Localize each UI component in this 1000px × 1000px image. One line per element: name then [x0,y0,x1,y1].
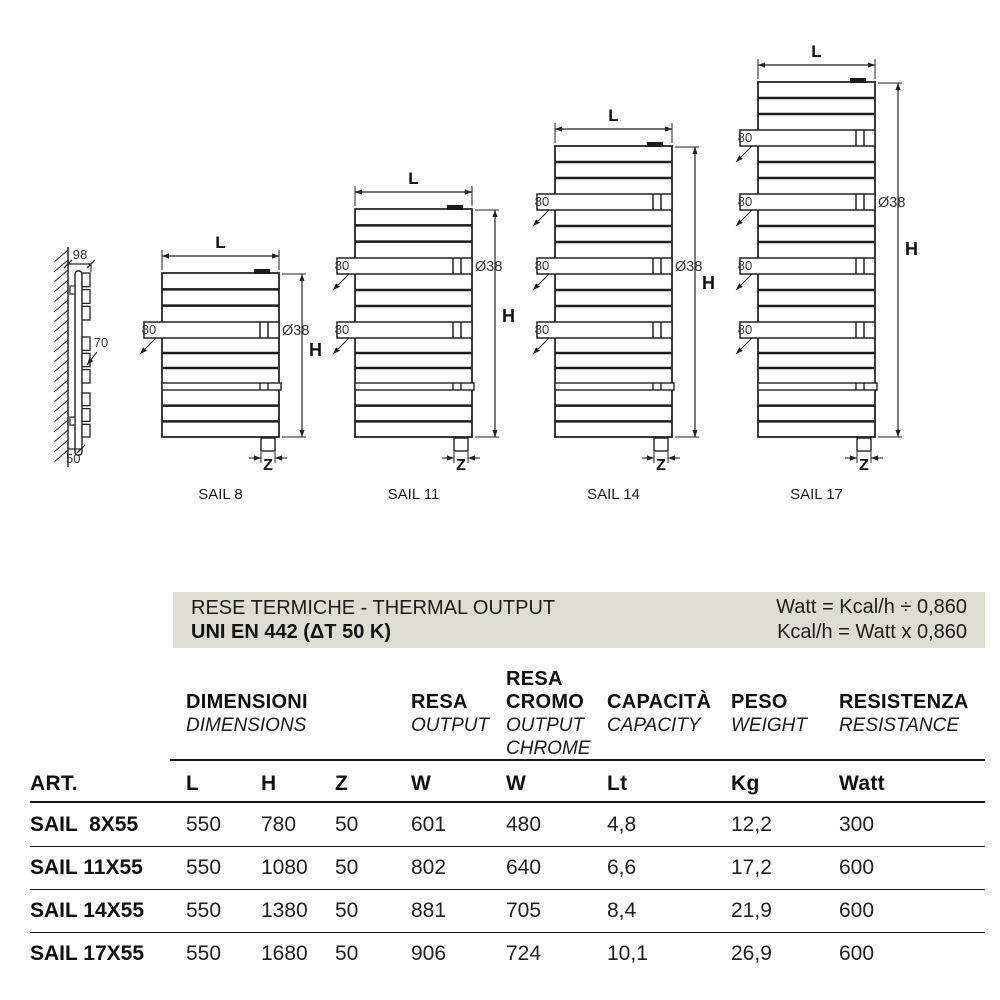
svg-text:98: 98 [72,247,88,262]
svg-text:Ø38: Ø38 [675,259,703,275]
cell-value: 4,8 [607,813,637,836]
group-header-it: RESISTENZA [839,691,969,713]
column-header: W [411,772,432,795]
table-row [30,890,985,933]
cell-value: 550 [186,899,222,922]
thermal-output-band [173,592,985,648]
svg-text:H: H [702,272,715,293]
cell-value: 480 [506,813,542,836]
cell-value: 550 [186,856,222,879]
group-header-en: RESISTANCE [839,715,960,736]
cell-value: 50 [335,942,359,965]
cell-value: 1380 [261,899,308,922]
group-header-en: CAPACITY [607,715,701,736]
svg-text:Z: Z [859,457,869,474]
svg-text:L: L [215,233,226,252]
svg-text:80: 80 [534,194,550,209]
column-header: W [506,772,527,795]
svg-text:Ø38: Ø38 [475,259,503,275]
radiator-drawing-sail-8 [140,233,322,503]
column-header: Lt [607,772,628,795]
svg-text:H: H [905,238,918,259]
table-body [30,804,985,975]
cell-value: 1080 [261,856,308,879]
cell-value: 550 [186,813,222,836]
cell-value: 21,9 [731,899,772,922]
cell-value: 17,2 [731,856,772,879]
svg-text:SAIL 14: SAIL 14 [587,486,640,503]
table-rule-top [170,759,985,761]
column-header: Z [335,772,349,795]
group-header-en: CHROME [506,738,591,759]
formula-watt: Watt = Kcal/h ÷ 0,860 [776,596,967,618]
group-header-en: DIMENSIONS [186,715,307,736]
cell-value: 640 [506,856,542,879]
cell-value: 8,4 [607,899,637,922]
cell-value: 10,1 [607,942,648,965]
cell-value: 50 [335,899,359,922]
svg-text:SAIL 8: SAIL 8 [198,486,243,503]
table-row [30,933,985,975]
group-header [731,691,839,737]
radiator-drawing-sail-14 [533,106,715,503]
svg-text:80: 80 [737,258,753,273]
group-header [506,668,607,760]
cell-value: 802 [411,856,447,879]
cell-value: 881 [411,899,447,922]
svg-text:80: 80 [737,130,753,145]
table-group-headers [30,660,985,760]
cell-value: 300 [839,813,875,836]
table-rule-header [30,801,985,803]
svg-text:80: 80 [141,322,157,337]
cell-value: 50 [335,813,359,836]
cell-value: 12,2 [731,813,772,836]
thermal-output-titles [191,596,555,644]
svg-text:SAIL 11: SAIL 11 [387,486,440,503]
column-header: Watt [839,772,885,795]
svg-text:Ø38: Ø38 [282,323,310,339]
svg-text:Ø38: Ø38 [878,195,906,211]
cell-value: 550 [186,942,222,965]
formula-kcal: Kcal/h = Watt x 0,860 [777,621,967,643]
group-header-it: CAPACITÀ [607,691,712,713]
group-header-it: DIMENSIONI [186,691,308,713]
svg-text:80: 80 [534,322,550,337]
cell-value: 600 [839,899,875,922]
cell-value: 705 [506,899,542,922]
group-header [186,691,411,737]
table-row [30,804,985,847]
cell-value: 50 [335,856,359,879]
cell-value: 6,6 [607,856,637,879]
group-header-it: RESA [506,668,563,690]
cell-art: SAIL 17X55 [30,942,145,965]
cell-value: 1680 [261,942,308,965]
group-header-it: CROMO [506,691,585,713]
svg-text:80: 80 [534,258,550,273]
cell-value: 724 [506,942,542,965]
group-header [607,691,731,737]
svg-text:SAIL 17: SAIL 17 [790,486,843,503]
side-view-drawing [54,247,108,467]
cell-value: 26,9 [731,942,772,965]
cell-value: 601 [411,813,447,836]
group-header-en: OUTPUT [506,715,585,736]
cell-art: SAIL 11X55 [30,856,143,879]
svg-text:80: 80 [737,322,753,337]
svg-text:80: 80 [334,322,350,337]
cell-value: 906 [411,942,447,965]
cell-value: 780 [261,813,297,836]
svg-text:Z: Z [263,457,273,474]
svg-text:80: 80 [737,194,753,209]
column-header: ART. [30,772,78,795]
column-header: L [186,772,200,795]
cell-value: 600 [839,856,875,879]
svg-text:Z: Z [656,457,666,474]
group-header [411,691,506,737]
svg-text:50: 50 [66,451,81,466]
column-header: Kg [731,772,760,795]
column-header: H [261,772,277,795]
svg-text:H: H [309,340,322,361]
cell-art: SAIL 8X55 [30,813,139,836]
band-title: RESE TERMICHE - THERMAL OUTPUT [191,597,556,619]
svg-text:80: 80 [334,258,350,273]
group-header-it: RESA [411,691,468,713]
svg-text:L: L [811,42,822,61]
group-header [839,691,985,737]
svg-text:H: H [502,306,515,327]
svg-text:Z: Z [456,457,466,474]
cell-value: 600 [839,942,875,965]
group-header-en: OUTPUT [411,715,490,736]
table-column-headers [30,768,985,800]
cell-art: SAIL 14X55 [30,899,145,922]
radiator-drawing-sail-17 [736,42,918,503]
svg-text:70: 70 [93,335,109,350]
table-row [30,847,985,890]
group-header-en: WEIGHT [731,715,807,736]
band-subtitle: UNI EN 442 (ΔT 50 K) [191,621,391,643]
svg-text:L: L [608,106,619,125]
radiator-drawing-sail-11 [333,169,515,503]
group-header-it: PESO [731,691,788,713]
svg-text:L: L [408,169,419,188]
conversion-formulas [776,595,967,645]
